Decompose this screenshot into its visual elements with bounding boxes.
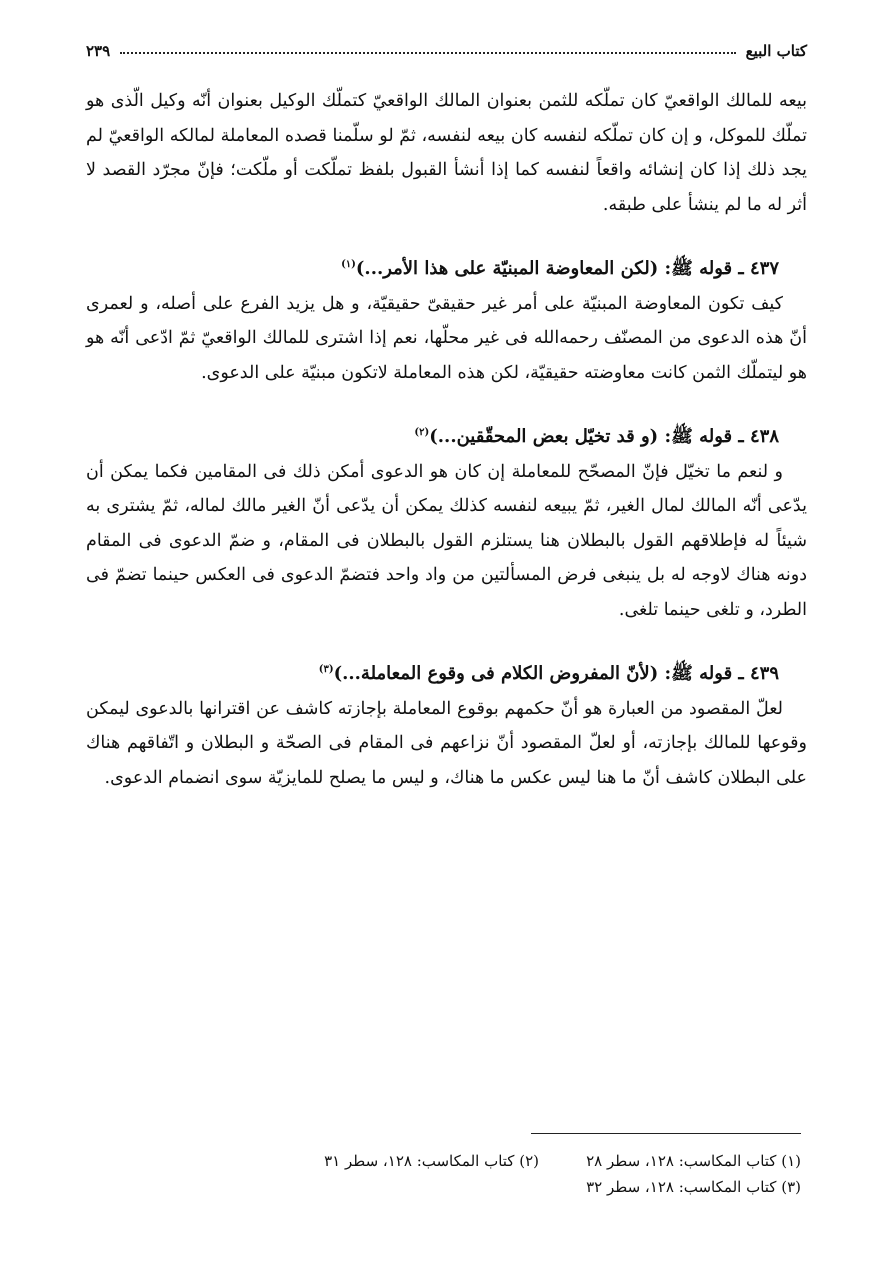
footnote-2: (٢) كتاب المكاسب: ١٢٨، سطر ٣١	[324, 1152, 539, 1170]
opening-paragraph: بيعه للمالك الواقعيّ كان تملّكه للثمن بعنوان المالك الواقعيّ كتملّك الوكيل بعنوان أنّه وكيل الّذى هو تملّك للموكل، و إن كان تملّكه لنفسه كان بيعه لنفسه، ثمّ لو سلّمنا قصده المعاملة لمالكه الواقعيّ لم يجد ذلك إذا كان إنشائه واقعاً لنفسه كما إذا أنشأ القبول بلفظ تملّكت أو ملّكت؛ فإنّ مجرّد القصد لا أثر له ما لم ينشأ على طبقه.	[86, 91, 807, 215]
running-header	[86, 30, 807, 60]
section-438	[86, 420, 807, 627]
section-heading-text: ٤٣٩ ـ قوله ﷺ: (لأنّ المفروض الكلام فى وقوع المعاملة...)	[333, 663, 779, 684]
footnotes	[150, 1148, 801, 1200]
section-439	[86, 657, 807, 795]
footnote-3: (٣) كتاب المكاسب: ١٢٨، سطر ٣٢	[586, 1178, 801, 1196]
footnote-separator	[531, 1133, 801, 1134]
footnote-ref[interactable]: (٣)	[318, 664, 334, 675]
section-heading	[86, 657, 779, 692]
header-dot-leader	[120, 52, 735, 54]
page-number: ٢٣٩	[86, 42, 111, 60]
section-heading-text: ٤٣٧ ـ قوله ﷺ: (لكن المعاوضة المبنيّة على هذا الأمر...)	[355, 258, 779, 279]
footnote-1: (١) كتاب المكاسب: ١٢٨، سطر ٢٨	[586, 1152, 801, 1170]
book-title: كتاب البيع	[745, 42, 807, 60]
footnote-row	[150, 1148, 801, 1174]
section-heading	[86, 252, 779, 287]
main-text	[86, 84, 807, 795]
section-paragraph: لعلّ المقصود من العبارة هو أنّ حكمهم بوقوع المعاملة بإجازته كاشف عن اقترانها بالدعوى ليمكن وقوعها للمالك بإجازته، أو لعلّ المقصود أنّ نزاعهم فى المقام فى الصحّة و البطلان و اتّفاقهم هناك على البطلان كاشف أنّ ما هنا ليس عكس ما هناك، و ليس ما يصلح للمايزيّة سوى انضمام الدعوى.	[86, 698, 807, 788]
section-heading-text: ٤٣٨ ـ قوله ﷺ: (و قد تخيّل بعض المحقّقين...)	[429, 426, 779, 447]
footnote-ref[interactable]: (١)	[341, 259, 356, 270]
section-437	[86, 252, 807, 390]
section-paragraph: و لنعم ما تخيّل فإنّ المصحّح للمعاملة إن كان هو الدعوى أمكن ذلك فى المقامين فكما يمكن أن يدّعى أنّه المالك لمال الغير، ثمّ يبيعه لنفسه كذلك يمكن أن يدّعى أنّ الغير مالك لماله، ثمّ يشترى به شيئاً له فإطلاقهم القول بالبطلان هنا يستلزم القول بالبطلان فى المقام، و ضمّ الدعوى فى المقام دونه هناك لاوجه له بل ينبغى فرض المسألتين من واد واحد فتضمّ الدعوى فى العكس حينما تضمّ فى الطرد، و تلغى حينما تلغى.	[86, 461, 807, 620]
section-heading	[86, 420, 779, 455]
footnote-ref[interactable]: (٢)	[414, 427, 430, 438]
footnote-row	[150, 1174, 801, 1200]
section-paragraph: كيف تكون المعاوضة المبنيّة على أمر غير حقيقىّ حقيقيّة، و هل يزيد الفرع على أصله، و لعمرى أنّ هذه الدعوى من المصنّف رحمه‌الله فى غير محلّها، نعم إذا اشترى للمالك الواقعيّ ثمّ ادّعى أنّه هو هو ليتملّك الثمن كانت معاوضته حقيقيّة، لكن هذه المعاملة لاتكون مبنيّة على الدعوى.	[86, 293, 807, 383]
